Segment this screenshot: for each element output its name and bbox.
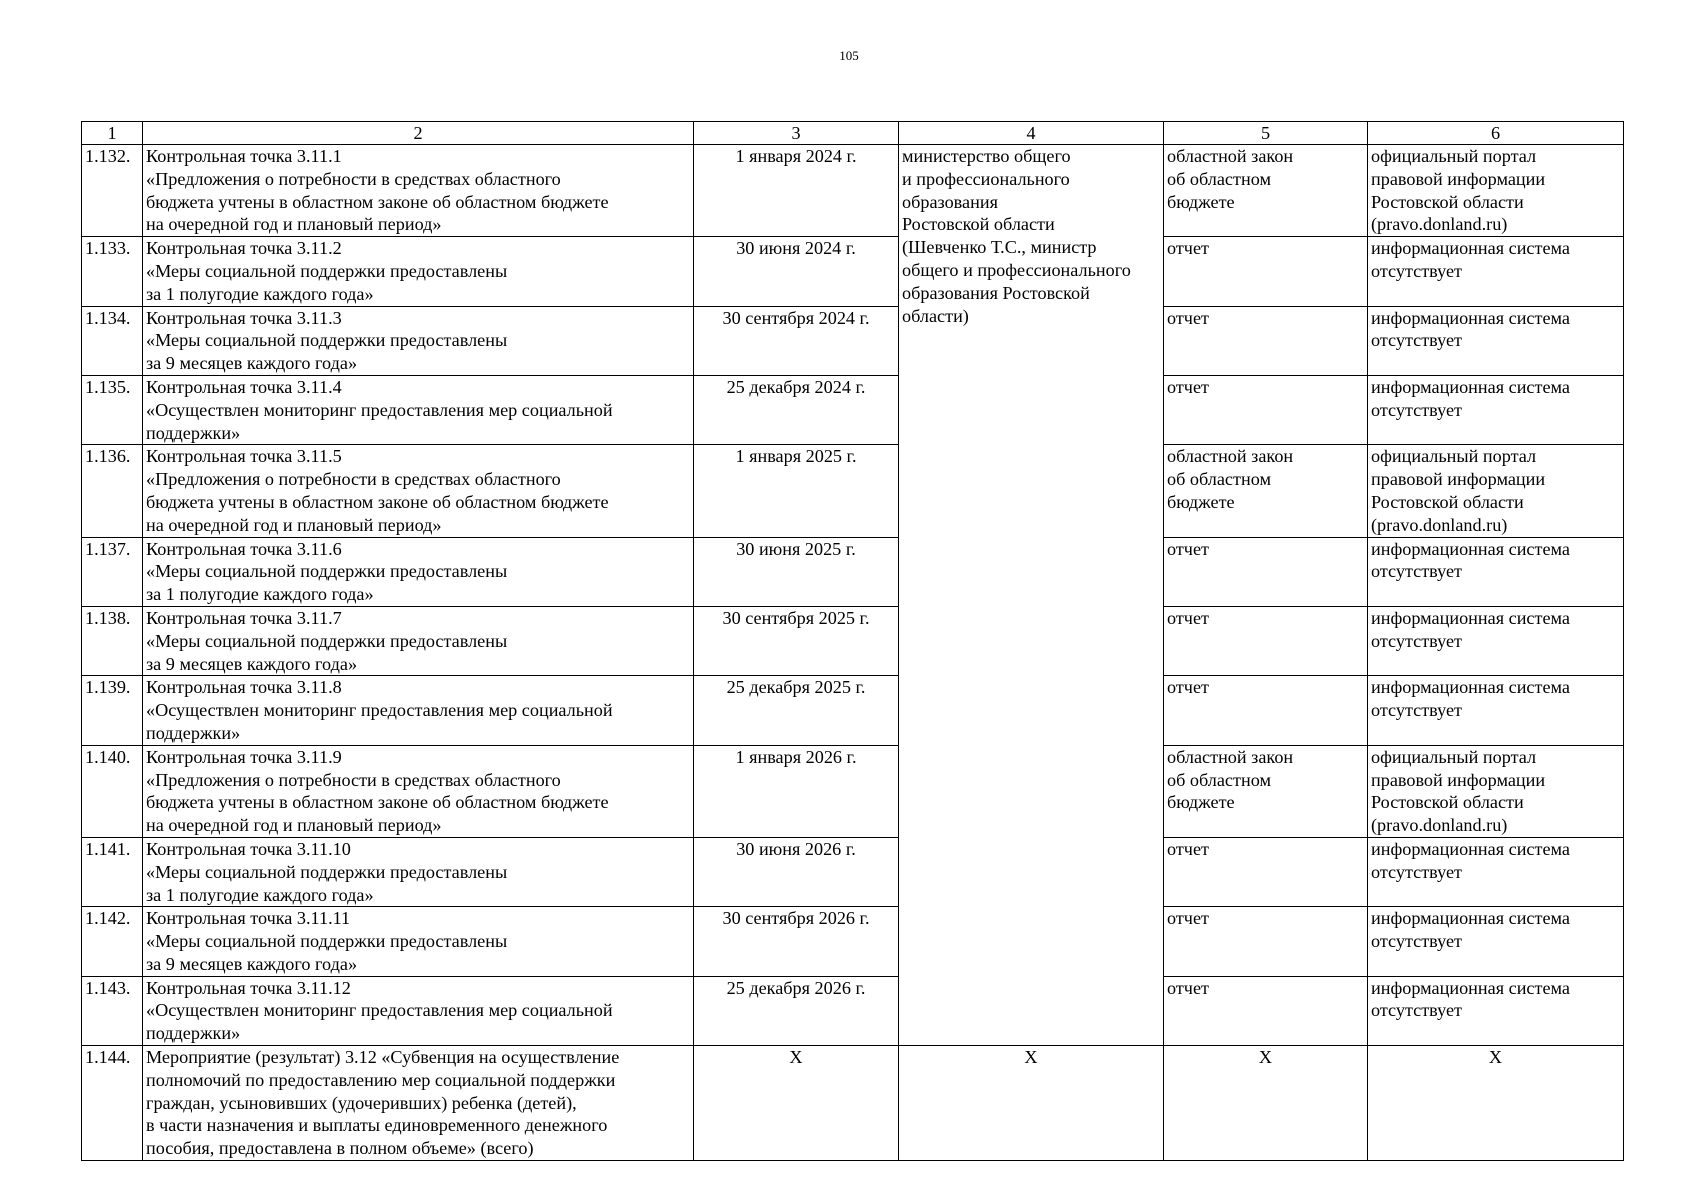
table-row	[82, 606, 1624, 675]
responsible-line: образования	[902, 191, 998, 212]
source-line: (pravo.donland.ru)	[1371, 815, 1508, 836]
row-description	[143, 237, 694, 306]
row-number: 1.134.	[82, 306, 143, 375]
table-row	[82, 676, 1624, 745]
description-line: за 1 полугодие каждого года»	[146, 283, 374, 304]
page-number: 105	[839, 48, 859, 63]
description-line: «Предложения о потребности в средствах областного	[146, 168, 561, 189]
row-date: 1 января 2024 г.	[694, 145, 899, 237]
row-description	[143, 745, 694, 837]
row-description	[143, 676, 694, 745]
description-line: за 9 месяцев каждого года»	[146, 353, 358, 374]
description-line: «Осуществлен мониторинг предоставления мер социальной	[146, 1000, 613, 1021]
row-date: 25 декабря 2024 г.	[694, 375, 899, 444]
row-number: 1.142.	[82, 907, 143, 976]
table-row	[82, 837, 1624, 906]
source-line: информационная система	[1371, 908, 1570, 929]
source-line: отсутствует	[1371, 630, 1462, 651]
description-line: на очередной год и плановый период»	[146, 214, 442, 235]
table-row	[82, 537, 1624, 606]
row-date: 1 января 2025 г.	[694, 445, 899, 537]
description-line: Контрольная точка 3.11.2	[146, 238, 342, 259]
row-description	[143, 907, 694, 976]
source-line: информационная система	[1371, 538, 1570, 559]
responsible-executor	[899, 145, 1164, 1046]
column-header: 1	[82, 122, 143, 145]
row-number: 1.137.	[82, 537, 143, 606]
row-description	[143, 306, 694, 375]
row-date: 30 июня 2024 г.	[694, 237, 899, 306]
row-document	[1164, 445, 1368, 537]
document-line: областной закон	[1167, 746, 1294, 767]
row-date: 30 сентября 2025 г.	[694, 606, 899, 675]
row-source: Х	[1368, 1046, 1624, 1161]
source-line: отсутствует	[1371, 931, 1462, 952]
table-row	[82, 145, 1624, 237]
document-line: отчет	[1167, 307, 1209, 328]
description-line: поддержки»	[146, 722, 241, 743]
row-number: 1.138.	[82, 606, 143, 675]
table-row	[82, 237, 1624, 306]
responsible-line: области)	[902, 305, 969, 326]
row-date: 25 декабря 2026 г.	[694, 976, 899, 1045]
row-number: 1.132.	[82, 145, 143, 237]
row-source	[1368, 745, 1624, 837]
row-document: Х	[1164, 1046, 1368, 1161]
row-document	[1164, 907, 1368, 976]
description-line: Контрольная точка 3.11.10	[146, 838, 351, 859]
table-row	[82, 306, 1624, 375]
source-line: отсутствует	[1371, 700, 1462, 721]
description-line: на очередной год и плановый период»	[146, 815, 442, 836]
source-line: информационная система	[1371, 376, 1570, 397]
source-line: отсутствует	[1371, 561, 1462, 582]
row-description	[143, 145, 694, 237]
row-document	[1164, 745, 1368, 837]
source-line: информационная система	[1371, 307, 1570, 328]
source-line: (pravo.donland.ru)	[1371, 214, 1508, 235]
column-header: 2	[143, 122, 694, 145]
responsible-line: (Шевченко Т.С., министр	[902, 237, 1097, 258]
row-document	[1164, 606, 1368, 675]
row-document	[1164, 237, 1368, 306]
source-line: информационная система	[1371, 977, 1570, 998]
source-line: отсутствует	[1371, 260, 1462, 281]
description-line: за 1 полугодие каждого года»	[146, 584, 374, 605]
document-line: областной закон	[1167, 146, 1294, 166]
row-number: 1.136.	[82, 445, 143, 537]
description-line: «Осуществлен мониторинг предоставления мер социальной	[146, 399, 613, 420]
row-source	[1368, 907, 1624, 976]
document-line: отчет	[1167, 908, 1209, 929]
document-line: отчет	[1167, 238, 1209, 259]
description-line: поддержки»	[146, 1023, 241, 1044]
source-line: (pravo.donland.ru)	[1371, 514, 1508, 535]
description-line: «Меры социальной поддержки предоставлены	[146, 630, 508, 651]
source-line: отсутствует	[1371, 330, 1462, 351]
description-line: «Предложения о потребности в средствах областного	[146, 469, 561, 490]
document-line: об областном	[1167, 168, 1271, 189]
row-description	[143, 976, 694, 1045]
row-responsible: Х	[899, 1046, 1164, 1161]
description-line: в части назначения и выплаты единовременного денежного	[146, 1115, 608, 1136]
row-number: 1.143.	[82, 976, 143, 1045]
source-line: отсутствует	[1371, 861, 1462, 882]
row-date: 30 сентября 2024 г.	[694, 306, 899, 375]
description-line: Контрольная точка 3.11.7	[146, 607, 342, 628]
column-header: 3	[694, 122, 899, 145]
row-document	[1164, 537, 1368, 606]
source-line: правовой информации	[1371, 769, 1546, 790]
row-source	[1368, 237, 1624, 306]
column-header: 6	[1368, 122, 1624, 145]
row-date: Х	[694, 1046, 899, 1161]
description-line: «Осуществлен мониторинг предоставления мер социальной	[146, 700, 613, 721]
source-line: правовой информации	[1371, 469, 1546, 490]
row-document	[1164, 976, 1368, 1045]
document-line: отчет	[1167, 977, 1209, 998]
description-line: за 9 месяцев каждого года»	[146, 953, 358, 974]
source-line: правовой информации	[1371, 168, 1546, 189]
row-date: 30 сентября 2026 г.	[694, 907, 899, 976]
table-row	[82, 745, 1624, 837]
table-row	[82, 445, 1624, 537]
row-document	[1164, 145, 1368, 237]
row-description	[143, 1046, 694, 1161]
row-number: 1.133.	[82, 237, 143, 306]
description-line: бюджета учтены в областном законе об областном бюджете	[146, 191, 609, 212]
description-line: за 1 полугодие каждого года»	[146, 884, 374, 905]
description-line: «Меры социальной поддержки предоставлены	[146, 931, 508, 952]
row-source	[1368, 445, 1624, 537]
responsible-line: и профессионального	[902, 168, 1070, 189]
description-line: «Меры социальной поддержки предоставлены	[146, 861, 508, 882]
row-document	[1164, 676, 1368, 745]
row-date: 30 июня 2026 г.	[694, 837, 899, 906]
document-line: отчет	[1167, 838, 1209, 859]
source-line: отсутствует	[1371, 1000, 1462, 1021]
source-line: отсутствует	[1371, 399, 1462, 420]
responsible-line: образования Ростовской	[902, 282, 1090, 303]
description-line: «Меры социальной поддержки предоставлены	[146, 561, 508, 582]
row-description	[143, 537, 694, 606]
source-line: официальный портал	[1371, 446, 1537, 467]
description-line: Мероприятие (результат) 3.12 «Субвенция на осуществление	[146, 1047, 620, 1068]
row-date: 1 января 2026 г.	[694, 745, 899, 837]
description-line: Контрольная точка 3.11.9	[146, 746, 342, 767]
responsible-line: Ростовской области	[902, 214, 1055, 235]
responsible-line: общего и профессионального	[902, 259, 1131, 280]
document-line: бюджете	[1167, 491, 1235, 512]
description-line: за 9 месяцев каждого года»	[146, 653, 358, 674]
row-description	[143, 606, 694, 675]
document-line: об областном	[1167, 469, 1271, 490]
description-line: Контрольная точка 3.11.12	[146, 977, 351, 998]
source-line: официальный портал	[1371, 746, 1537, 767]
row-number: 1.135.	[82, 375, 143, 444]
description-line: Контрольная точка 3.11.1	[146, 146, 342, 166]
document-line: отчет	[1167, 677, 1209, 698]
description-line: Контрольная точка 3.11.4	[146, 376, 342, 397]
source-line: Ростовской области	[1371, 191, 1524, 212]
responsible-line: министерство общего	[902, 146, 1071, 166]
source-line: информационная система	[1371, 607, 1570, 628]
document-line: бюджете	[1167, 191, 1235, 212]
column-header: 5	[1164, 122, 1368, 145]
document-line: бюджете	[1167, 792, 1235, 813]
description-line: полномочий по предоставлению мер социальной поддержки	[146, 1069, 616, 1090]
description-line: поддержки»	[146, 422, 241, 443]
description-line: бюджета учтены в областном законе об областном бюджете	[146, 792, 609, 813]
table-row-final	[82, 1046, 1624, 1161]
document-line: об областном	[1167, 769, 1271, 790]
description-line: Контрольная точка 3.11.11	[146, 908, 351, 929]
row-number: 1.139.	[82, 676, 143, 745]
row-source	[1368, 145, 1624, 237]
control-points-table	[81, 121, 1624, 1161]
document-line: отчет	[1167, 538, 1209, 559]
row-number: 1.141.	[82, 837, 143, 906]
row-date: 30 июня 2025 г.	[694, 537, 899, 606]
header-row	[82, 122, 1624, 145]
row-source	[1368, 606, 1624, 675]
description-line: пособия, предоставлена в полном объеме» (всего)	[146, 1138, 534, 1159]
row-description	[143, 837, 694, 906]
document-line: областной закон	[1167, 446, 1294, 467]
row-source	[1368, 537, 1624, 606]
row-source	[1368, 375, 1624, 444]
description-line: «Предложения о потребности в средствах областного	[146, 769, 561, 790]
row-number: 1.144.	[82, 1046, 143, 1161]
description-line: граждан, усыновивших (удочеривших) ребенка (детей),	[146, 1092, 577, 1113]
row-document	[1164, 306, 1368, 375]
row-source	[1368, 306, 1624, 375]
row-number: 1.140.	[82, 745, 143, 837]
source-line: официальный портал	[1371, 146, 1537, 166]
row-document	[1164, 837, 1368, 906]
description-line: на очередной год и плановый период»	[146, 514, 442, 535]
description-line: «Меры социальной поддержки предоставлены	[146, 260, 508, 281]
document-line: отчет	[1167, 607, 1209, 628]
document-line: отчет	[1167, 376, 1209, 397]
column-header: 4	[899, 122, 1164, 145]
description-line: Контрольная точка 3.11.5	[146, 446, 342, 467]
row-source	[1368, 976, 1624, 1045]
row-description	[143, 375, 694, 444]
source-line: Ростовской области	[1371, 491, 1524, 512]
table-row	[82, 907, 1624, 976]
source-line: информационная система	[1371, 238, 1570, 259]
description-line: «Меры социальной поддержки предоставлены	[146, 330, 508, 351]
source-line: информационная система	[1371, 838, 1570, 859]
description-line: Контрольная точка 3.11.3	[146, 307, 342, 328]
row-document	[1164, 375, 1368, 444]
row-date: 25 декабря 2025 г.	[694, 676, 899, 745]
row-description	[143, 445, 694, 537]
description-line: Контрольная точка 3.11.6	[146, 538, 342, 559]
description-line: Контрольная точка 3.11.8	[146, 677, 342, 698]
table-row	[82, 976, 1624, 1045]
row-source	[1368, 676, 1624, 745]
source-line: информационная система	[1371, 677, 1570, 698]
description-line: бюджета учтены в областном законе об областном бюджете	[146, 491, 609, 512]
row-source	[1368, 837, 1624, 906]
table-row	[82, 375, 1624, 444]
source-line: Ростовской области	[1371, 792, 1524, 813]
